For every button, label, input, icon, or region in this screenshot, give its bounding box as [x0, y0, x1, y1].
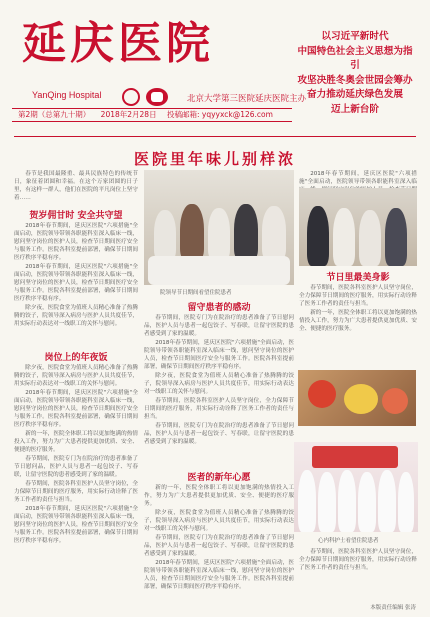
- photo-figure: [298, 470, 316, 532]
- photo-figure: [333, 208, 355, 266]
- right-top-paragraph: 2018年春节期间，延庆区医院"六项措施"全面启动，医院领导带领各职能科室深入临: [299, 171, 417, 185]
- photo-figure: [307, 206, 329, 266]
- photo-figure: [378, 470, 396, 532]
- main-photo: [144, 170, 294, 285]
- nurse-photo: [294, 442, 418, 532]
- photo-figure: [262, 206, 286, 260]
- photo-detail: [308, 380, 336, 408]
- section-title-3: 留守患者的感动: [187, 303, 251, 313]
- section-4-paragraph-4: 2018年春节期间，延庆区医院"六项措施"全面启动，医院领导带领各职能科室深入临床一线，慰问坚守岗位的医护人员，检查节日期间医疗安全与服务工作。医院各科室提前部署，确保节日期间医疗秩序平稳有序。: [144, 560, 294, 590]
- section-1-paragraph: 2018年春节期间，延庆区医院"六项措施"全面启动，医院领导带领各职能科室深入临床一线，慰问坚守岗位的医护人员，检查节日期间医疗安全与服务工作。医院各科室提前部署，确保节日期间医疗秩序平稳有序。: [14, 223, 138, 261]
- section-3-paragraph-5: 春节期间，医院专门为在院治疗的患者准备了节日慰问品，医护人员与患者一起包饺子、写春联，让留守医院的患者感受到了家的温暖。: [144, 423, 294, 445]
- photo-figure: [359, 210, 381, 266]
- section-1-paragraph-2: 2018年春节期间，延庆区医院"六项措施"全面启动，医院领导带领各职能科室深入临床一线，慰问坚守岗位的医护人员，检查节日期间医疗安全与服务工作。医院各科室提前部署，确保节日期间医疗秩序平稳有序。: [14, 264, 138, 302]
- main-photo-caption: 院领导节日期间看望住院患者: [160, 290, 232, 296]
- slogan-block: [296, 30, 414, 118]
- photo-figure: [358, 472, 376, 532]
- section-3-paragraph-2: 2018年春节期间，延庆区医院"六项措施"全面启动，医院领导带领各职能科室深入临床一线，慰问坚守岗位的医护人员，检查节日期间医疗安全与服务工作。医院各科室提前部署，确保节日期间医疗秩序平稳有序。: [144, 340, 294, 370]
- section-text-1: [14, 222, 138, 346]
- section-text-4: [144, 484, 294, 606]
- slogan-line: 中国特色社会主义思想为指引: [297, 45, 413, 72]
- section-text-2: [14, 364, 138, 604]
- banner-detail: [312, 446, 398, 468]
- photo-figure: [398, 472, 414, 532]
- section-1-paragraph-3: 除夕夜，医院食堂为值班人员精心准备了热腾腾的饺子，院领导深入病房与医护人员共度佳节，用实际行动表达对一线职工的关怀与慰问。: [14, 305, 138, 327]
- section-text-3: [144, 314, 294, 464]
- issue-date: 2018年2月28日: [100, 110, 157, 119]
- photo-figure: [180, 204, 204, 260]
- hospital-logo: [122, 88, 182, 108]
- intro-text: [14, 170, 138, 206]
- issue-number: 第2期（总第九十期）: [18, 110, 91, 119]
- section-3-paragraph: 春节期间，医院专门为在院治疗的患者准备了节日慰问品，医护人员与患者一起包饺子、写春联，让留守医院的患者感受到了家的温暖。: [144, 315, 294, 337]
- section-5-paragraph-2: 新的一年，医院全体职工将以更加饱满的热情投入工作，努力为广大患者提供更加优质、安全、便捷的医疗服务。: [299, 310, 417, 332]
- logo-ring-icon: [122, 88, 140, 106]
- photo-figure: [154, 210, 176, 260]
- festival-photo: [298, 370, 416, 426]
- photo-figure: [208, 208, 230, 260]
- section-2-paragraph-2: 2018年春节期间，延庆区医院"六项措施"全面启动，医院领导带领各职能科室深入临床一线，慰问坚守岗位的医护人员，检查节日期间医疗安全与服务工作。医院各科室提前部署，确保节日期间医疗秩序平稳有序。: [14, 390, 138, 428]
- right-photo: [299, 188, 417, 266]
- slogan-line: 奋力推动延庆绿色发展: [307, 89, 403, 101]
- brand-subtitle: YanQing Hospital: [32, 90, 102, 100]
- front-page-headline: 医院里年味儿别样浓: [133, 150, 296, 168]
- photo-figure: [338, 470, 356, 532]
- right-bottom-paragraph: 春节期间，医院各科室医护人员坚守岗位，全力保障节日期间的医疗服务，用实际行动诠释了医务工作者的责任与担当。: [299, 549, 417, 571]
- slogan-line: 迈上新台阶: [331, 103, 379, 115]
- page-footer: 本版责任编辑 张涛: [370, 605, 416, 611]
- right-text-bottom: [299, 548, 417, 600]
- section-title-2: 岗位上的年夜饭: [44, 353, 108, 363]
- section-4-paragraph-2: 除夕夜，医院食堂为值班人员精心准备了热腾腾的饺子，院领导深入病房与医护人员共度佳节，用实际行动表达对一线职工的关怀与慰问。: [144, 510, 294, 532]
- photo-table: [148, 256, 290, 285]
- section-2-paragraph: 除夕夜，医院食堂为值班人员精心准备了热腾腾的饺子，院领导深入病房与医护人员共度佳节，用实际行动表达对一线职工的关怀与慰问。: [14, 365, 138, 387]
- section-2-paragraph-6: 2018年春节期间，延庆区医院"六项措施"全面启动，医院领导带领各职能科室深入临床一线，慰问坚守岗位的医护人员，检查节日期间医疗安全与服务工作。医院各科室提前部署，确保节日期间医疗秩序平稳有序。: [14, 506, 138, 544]
- section-3-paragraph-3: 除夕夜，医院食堂为值班人员精心准备了热腾腾的饺子，院领导深入病房与医护人员共度佳节，用实际行动表达对一线职工的关怀与慰问。: [144, 373, 294, 395]
- publisher-line: 北京大学第三医院延庆医院主办: [187, 94, 307, 104]
- slogan-line: 攻坚决胜冬奥会世园会筹办: [297, 74, 413, 86]
- nurse-photo-caption: 心内科护士看望住院患者: [318, 538, 379, 544]
- photo-detail: [344, 384, 378, 414]
- section-2-paragraph-4: 春节期间，医院专门为在院治疗的患者准备了节日慰问品，医护人员与患者一起包饺子、写春联，让留守医院的患者感受到了家的温暖。: [14, 456, 138, 478]
- section-2-paragraph-5: 春节期间，医院各科室医护人员坚守岗位，全力保障节日期间的医疗服务，用实际行动诠释了医务工作者的责任与担当。: [14, 481, 138, 503]
- masthead: [12, 14, 418, 130]
- section-3-paragraph-4: 春节期间，医院各科室医护人员坚守岗位，全力保障节日期间的医疗服务，用实际行动诠释了医务工作者的责任与担当。: [144, 398, 294, 420]
- logo-badge-icon: [146, 88, 168, 106]
- section-4-paragraph-3: 春节期间，医院专门为在院治疗的患者准备了节日慰问品，医护人员与患者一起包饺子、写春联，让留守医院的患者感受到了家的温暖。: [144, 535, 294, 557]
- submission-email: 投稿邮箱: yqyyxck@126.com: [166, 110, 273, 119]
- photo-figure: [385, 208, 407, 266]
- intro-paragraph: 春节是我国最隆重、最具民族特色的传统节日，象征着团圆和幸福。在这个万家团圆的日子里，有这样一群人，他们在医院的平凡岗位上坚守着……: [14, 171, 138, 201]
- section-title-5: 节日里最美身影: [326, 273, 390, 283]
- issue-bar: [12, 108, 292, 122]
- photo-detail: [382, 388, 408, 414]
- newspaper-title: 延庆医院: [22, 18, 214, 69]
- section-5-paragraph: 春节期间，医院各科室医护人员坚守岗位，全力保障节日期间的医疗服务，用实际行动诠释了医务工作者的责任与担当。: [299, 285, 417, 307]
- header-divider: [14, 136, 416, 137]
- section-title-4: 医者的新年心愿: [187, 473, 251, 483]
- section-text-5: [299, 284, 417, 366]
- slogan-line: 以习近平新时代: [321, 31, 389, 42]
- section-2-paragraph-3: 新的一年，医院全体职工将以更加饱满的热情投入工作，努力为广大患者提供更加优质、安全、便捷的医疗服务。: [14, 431, 138, 453]
- section-title-1: 贺岁佣甘时 安全共守望: [29, 211, 123, 221]
- photo-figure: [234, 204, 258, 260]
- photo-figure: [318, 472, 336, 532]
- section-4-paragraph: 新的一年，医院全体职工将以更加饱满的热情投入工作，努力为广大患者提供更加优质、安全、便捷的医疗服务。: [144, 485, 294, 507]
